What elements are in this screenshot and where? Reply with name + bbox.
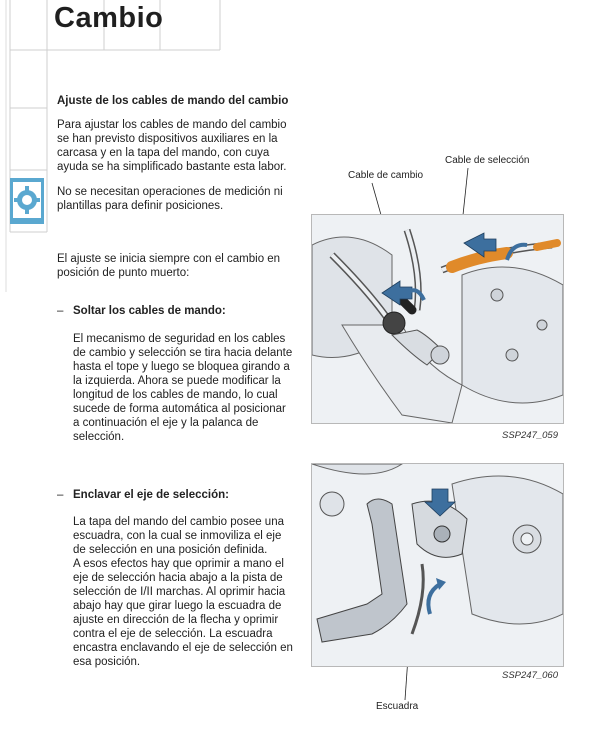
text-line: a continuación el eje y la palanca de [73, 417, 259, 429]
text-line: contra el eje de selección. La escuadra [73, 628, 273, 640]
section-heading: Ajuste de los cables de mando del cambio [57, 95, 289, 107]
gearbox-illustration-1 [311, 214, 564, 424]
text-line: A esos efectos hay que oprimir a mano el [73, 558, 284, 570]
step2-title: Enclavar el eje de selección: [73, 489, 229, 501]
text-line: hasta el tope y luego se bloquea girando a [73, 361, 290, 373]
text-line: El mecanismo de seguridad en los cables [73, 333, 286, 345]
text-line: eje de selección hacia abajo a la pista de [73, 572, 283, 584]
text-line: carcasa y en la tapa del mando, con cuya [57, 147, 270, 159]
text-line: No se necesitan operaciones de medición ni [57, 186, 283, 198]
label-bracket: Escuadra [376, 701, 419, 712]
text-line: de cambio y selección se tira hacia delante [73, 347, 293, 359]
text-line: se han previsto dispositivos auxiliares en la [57, 133, 278, 145]
bullet-dash: – [57, 305, 64, 317]
text-line: abajo hay que girar luego la escuadra de [73, 600, 282, 612]
bullet-dash: – [57, 489, 64, 501]
text-line: sucede de forma automática al posicionar [73, 403, 286, 415]
text-line: posición de punto muerto: [57, 267, 190, 279]
text-line: Para ajustar los cables de mando del cambio [57, 119, 287, 131]
gearbox-illustration-2 [311, 463, 564, 667]
text-line: El ajuste se inicia siempre con el cambio en [57, 253, 281, 265]
text-line: La tapa del mando del cambio posee una [73, 516, 284, 528]
label-shift-cable: Cable de cambio [348, 170, 424, 181]
step1-title: Soltar los cables de mando: [73, 305, 226, 317]
figure2-caption: SSP247_060 [502, 670, 558, 681]
text-line: esa posición. [73, 656, 141, 668]
page-title: Cambio [54, 2, 164, 34]
text-line: de selección en una posición definida. [73, 544, 268, 556]
text-line: ayuda se ha simplificado bastante esta labor. [57, 161, 287, 173]
text-line: selección. [73, 431, 125, 443]
text-line: la izquierda. Ahora se puede modificar la [73, 375, 281, 387]
text-line: plantillas para definir posiciones. [57, 200, 224, 212]
text-line: selección de I/II marchas. Al oprimir hacia [73, 586, 286, 598]
label-selection-cable: Cable de selección [445, 155, 530, 166]
figure1-caption: SSP247_059 [502, 430, 558, 441]
text-line: ajuste en dirección de la flecha y oprimir [73, 614, 279, 626]
text-line: escuadra, con la cual se inmoviliza el eje [73, 530, 282, 542]
text-line: encastra enclavando el eje de selección en [73, 642, 293, 654]
text-line: longitud de los cables de mando, lo cual [73, 389, 278, 401]
